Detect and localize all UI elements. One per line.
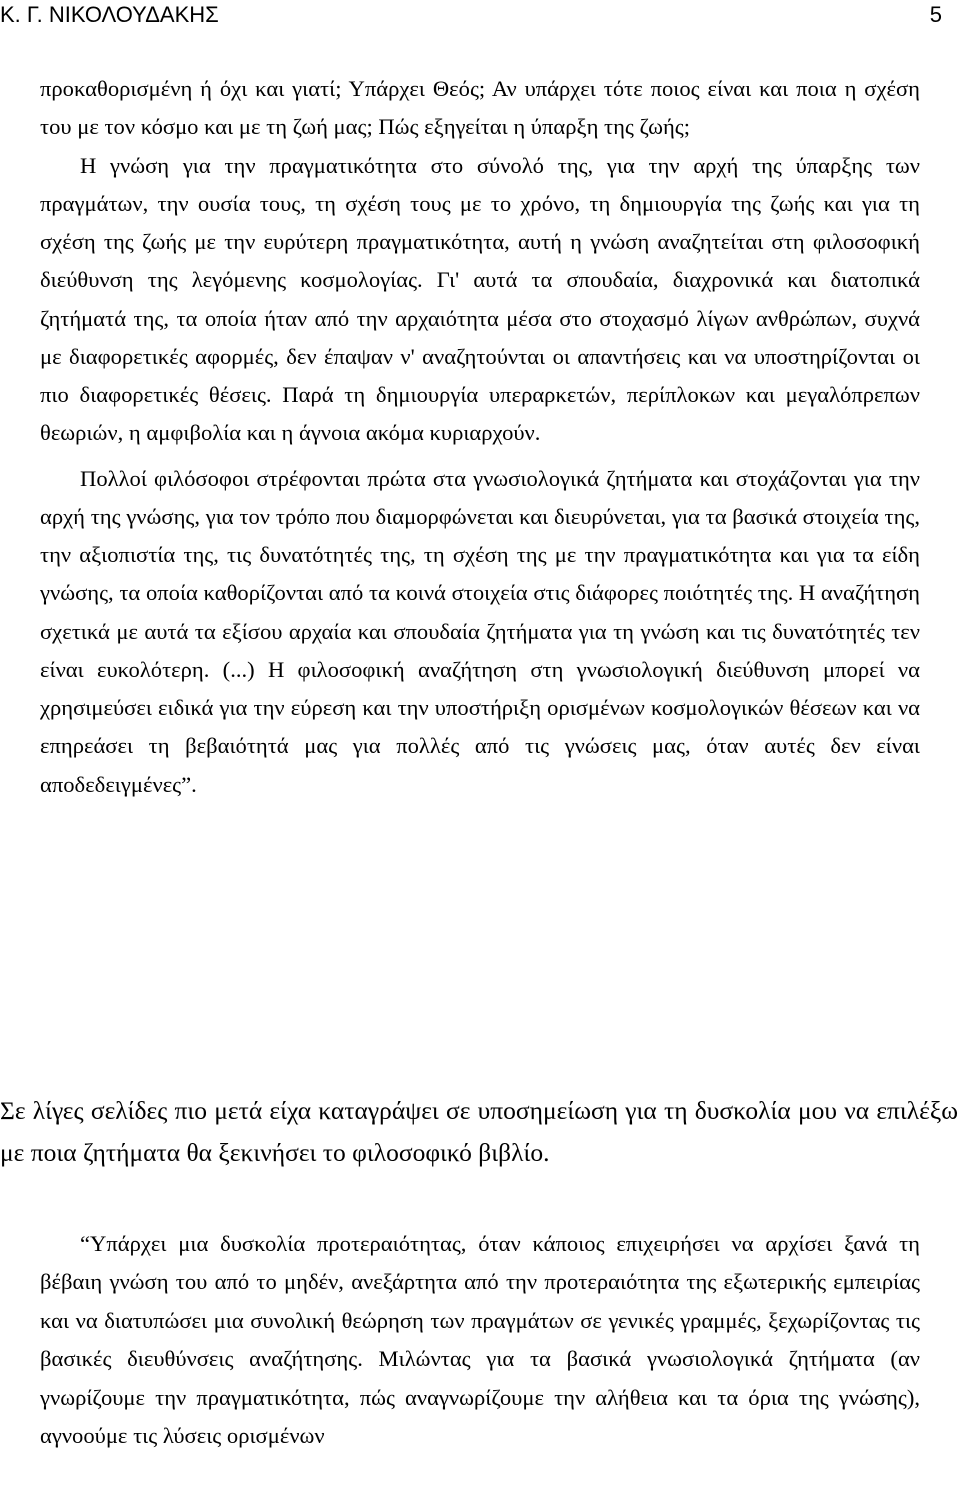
running-header-author: Κ. Γ. ΝΙΚΟΛΟΥΔΑΚΗΣ bbox=[0, 2, 219, 27]
narration-paragraph: Σε λίγες σελίδες πιο μετά είχα καταγράψει σε υποσημείωση για τη δυσκολία μου να επιλέξω με ποια ζητήματα θα ξεκινήσει το φιλοσοφικό βιβλίο. bbox=[0, 1096, 958, 1167]
paragraph-cosmology: Η γνώση για την πραγματικότητα στο σύνολό της, για την αρχή της ύπαρξης των πραγμάτων, την ουσία τους, τη σχέση τους με το χρόνο, τη δημιουργία της ζωής και για τη σχέση της ζωής με την ευρύτερη πραγματικότητα, αυτή η γνώση αναζητείται στη φιλοσοφική διεύθυνση της λεγόμενης κοσμολογίας. Γι' αυτά τα σπουδαία, διαχρονικά και διατοπικά ζητήματά της, τα οποία ήταν από την αρχαιότητα μέσα στο στοχασμό λίγων ανθρώπων, συχνά με διαφορετικές αφορμές, δεν έπαψαν ν' αναζητούνται οι απαντήσεις και να υποστηρίζονται οι πιο διαφορετικές θέσεις. Παρά τη δημιουργία υπεραρκετών, περίπλοκων και μεγαλόπρεπων θεωριών, η αμφιβολία και η άγνοια ακόμα κυριαρχούν. bbox=[40, 152, 920, 446]
footnote-quote bbox=[40, 1225, 920, 1455]
running-header bbox=[0, 0, 960, 40]
page-number: 5 bbox=[929, 2, 942, 27]
paragraph-epistemology: Πολλοί φιλόσοφοι στρέφονται πρώτα στα γνωσιολογικά ζητήματα και στοχάζονται για την αρχή της γνώσης, για τον τρόπο που διαμορφώνεται και διευρύνεται, για τα βασικά στοιχεία της, την αξιοπιστία της, τις δυνατότητές της, τη σχέση της με την πραγματικότητα και για τα είδη γνώσης, τα οποία καθορίζονται από τα κοινά στοιχεία στις διάφορες ποιότητές της. Η αναζήτηση σχετικά με αυτά τα εξίσου αρχαία και σπουδαία ζητήματα για τη γνώση και τις δυνατότητές τεν είναι ευκολότερη. (...) Η φιλοσοφική αναζήτηση στη γνωσιολογική διεύθυνση μπορεί να χρησιμεύσει ειδικά για την εύρεση και την υποστήριξη ορισμένων κοσμολογικών θέσεων και να επηρεάσει τη βεβαιότητά μας για πολλές από τις γνώσεις μας, όταν αυτές δεν είναι αποδεδειγμένες”. bbox=[40, 465, 920, 797]
quoted-excerpt bbox=[40, 70, 920, 804]
paragraph-continued: προκαθορισμένη ή όχι και γιατί; Υπάρχει Θεός; Αν υπάρχει τότε ποιος είναι και ποια η σχέση του με τον κόσμο και με τη ζωή μας; Πώς εξηγείται η ύπαρξη της ζωής; bbox=[40, 76, 920, 140]
footnote-quote-paragraph: “Υπάρχει μια δυσκολία προτεραιότητας, όταν κάποιος επιχειρήσει να αρχίσει ξανά τη βέβαιη γνώση του από το μηδέν, ανεξάρτητα από την προτεραιότητα της εξωτερικής εμπειρίας και να διατυπώσει μια συνολική θεώρηση των πραγμάτων σε γενικές γραμμές, ξεχωρίζοντας τις βασικές διευθύνσεις αναζήτησης. Μιλώντας για τα βασικά γνωσιολογικά ζητήματα (αν γνωρίζουμε την πραγματικότητα, πώς αναγνωρίζουμε την αλήθεια και τα όρια της γνώσης), αγνοούμε τις λύσεις ορισμένων bbox=[40, 1231, 920, 1449]
author-narration bbox=[0, 1090, 958, 1174]
